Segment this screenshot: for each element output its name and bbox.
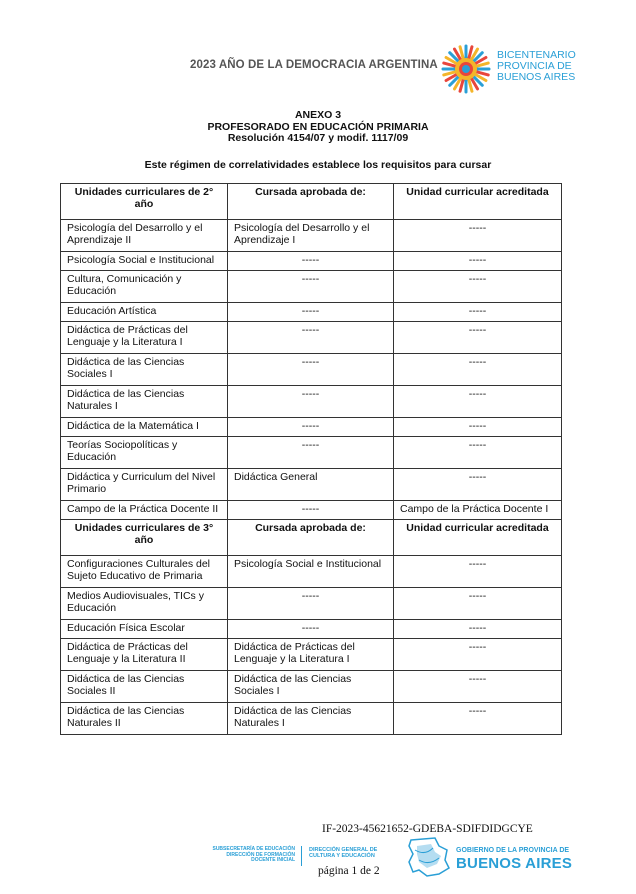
table-row [61, 501, 562, 520]
dir-line-1: DIRECCIÓN GENERAL DE [309, 847, 378, 853]
table-row [61, 252, 562, 271]
table-header-row-2nd-year [61, 184, 562, 220]
cursada-cell: ----- [228, 418, 394, 437]
document-titles [0, 110, 636, 145]
logo-line-3: BUENOS AIRES [497, 71, 576, 83]
unit-cell: Didáctica de las Ciencias Sociales II [61, 671, 228, 703]
cursada-cell: Psicología del Desarrollo y el Aprendizaje I [228, 220, 394, 252]
sub-line-2: DIRECCIÓN DE FORMACIÓN [226, 851, 295, 858]
acreditada-cell: ----- [394, 620, 562, 639]
acreditada-cell: ----- [394, 386, 562, 418]
cursada-cell: ----- [228, 620, 394, 639]
table-row [61, 386, 562, 418]
table-row [61, 556, 562, 588]
unit-cell: Didáctica de la Matemática I [61, 418, 228, 437]
cursada-cell: Psicología Social e Institucional [228, 556, 394, 588]
header-year-text: 2023 AÑO DE LA DEMOCRACIA ARGENTINA [190, 59, 438, 71]
acreditada-cell: ----- [394, 671, 562, 703]
header-acreditada-3rd-year: Unidad curricular acreditada [394, 520, 562, 556]
sub-line-1: SUBSECRETARÍA DE EDUCACIÓN [212, 846, 295, 852]
table-row [61, 620, 562, 639]
table-row [61, 354, 562, 386]
logo-line-1: BICENTENARIO [497, 49, 576, 61]
acreditada-cell: ----- [394, 703, 562, 735]
bicentenario-sun-icon [441, 44, 491, 94]
acreditada-cell: ----- [394, 437, 562, 469]
acreditada-cell: ----- [394, 639, 562, 671]
table-row [61, 469, 562, 501]
unit-cell: Medios Audiovisuales, TICs y Educación [61, 588, 228, 620]
page-number: página 1 de 2 [318, 865, 380, 877]
unit-cell: Educación Física Escolar [61, 620, 228, 639]
cursada-cell: ----- [228, 386, 394, 418]
program-title: PROFESORADO EN EDUCACIÓN PRIMARIA [207, 120, 429, 133]
acreditada-cell: Campo de la Práctica Docente I [394, 501, 562, 520]
unit-cell: Didáctica de Prácticas del Lenguaje y la Literatura I [61, 322, 228, 354]
province-map-icon [405, 836, 451, 878]
unit-cell: Psicología Social e Institucional [61, 252, 228, 271]
correlatividades-table [60, 183, 562, 735]
acreditada-cell: ----- [394, 322, 562, 354]
footer-separator [301, 846, 302, 866]
unit-cell: Didáctica de Prácticas del Lenguaje y la Literatura II [61, 639, 228, 671]
header-units-3rd-year: Unidades curriculares de 3° año [61, 520, 228, 556]
unit-cell: Psicología del Desarrollo y el Aprendizaje II [61, 220, 228, 252]
table-row [61, 418, 562, 437]
cursada-cell: ----- [228, 437, 394, 469]
acreditada-cell: ----- [394, 252, 562, 271]
acreditada-cell: ----- [394, 303, 562, 322]
unit-cell: Educación Artística [61, 303, 228, 322]
table-row [61, 703, 562, 735]
bicentenario-logo-text [497, 50, 576, 83]
unit-cell: Campo de la Práctica Docente II [61, 501, 228, 520]
buenos-aires-text: BUENOS AIRES [456, 855, 573, 872]
acreditada-cell: ----- [394, 556, 562, 588]
unit-cell: Didáctica de las Ciencias Naturales I [61, 386, 228, 418]
document-id: IF-2023-45621652-GDEBA-SDIFDIDGCYE [322, 823, 533, 835]
table-header-row-3rd-year [61, 520, 562, 556]
unit-cell: Didáctica de las Ciencias Sociales I [61, 354, 228, 386]
header-units-2nd-year: Unidades curriculares de 2° año [61, 184, 228, 220]
cursada-cell: ----- [228, 354, 394, 386]
resolution-title: Resolución 4154/07 y modif. 1117/09 [227, 132, 409, 144]
cursada-cell: ----- [228, 322, 394, 354]
table-row [61, 220, 562, 252]
dir-line-2: CULTURA Y EDUCACIÓN [309, 853, 375, 859]
intro-text: Este régimen de correlatividades establece los requisitos para cursar [144, 159, 492, 171]
sub-line-3: DOCENTE INICIAL [251, 857, 295, 863]
cursada-cell: ----- [228, 271, 394, 303]
acreditada-cell: ----- [394, 469, 562, 501]
table-row [61, 639, 562, 671]
cursada-cell: ----- [228, 588, 394, 620]
unit-cell: Teorías Sociopolíticas y Educación [61, 437, 228, 469]
header-cursada-2nd-year: Cursada aprobada de: [228, 184, 394, 220]
logo-line-2: PROVINCIA DE [497, 60, 572, 72]
acreditada-cell: ----- [394, 271, 562, 303]
acreditada-cell: ----- [394, 220, 562, 252]
gobierno-text: GOBIERNO DE LA PROVINCIA DE [456, 847, 570, 854]
cursada-cell: ----- [228, 252, 394, 271]
direccion-general-text [309, 847, 399, 859]
table-row [61, 271, 562, 303]
cursada-cell: Didáctica de las Ciencias Naturales I [228, 703, 394, 735]
unit-cell: Didáctica y Curriculum del Nivel Primario [61, 469, 228, 501]
annex-title: ANEXO 3 [294, 109, 342, 121]
table-row [61, 303, 562, 322]
acreditada-cell: ----- [394, 354, 562, 386]
table-row [61, 588, 562, 620]
header-acreditada-2nd-year: Unidad curricular acreditada [394, 184, 562, 220]
unit-cell: Didáctica de las Ciencias Naturales II [61, 703, 228, 735]
unit-cell: Cultura, Comunicación y Educación [61, 271, 228, 303]
cursada-cell: ----- [228, 303, 394, 322]
header-cursada-3rd-year: Cursada aprobada de: [228, 520, 394, 556]
acreditada-cell: ----- [394, 588, 562, 620]
table-row [61, 437, 562, 469]
table-row [61, 671, 562, 703]
unit-cell: Configuraciones Culturales del Sujeto Educativo de Primaria [61, 556, 228, 588]
cursada-cell: Didáctica de Prácticas del Lenguaje y la Literatura I [228, 639, 394, 671]
subsecretaria-text [205, 847, 295, 864]
cursada-cell: Didáctica General [228, 469, 394, 501]
cursada-cell: Didáctica de las Ciencias Sociales I [228, 671, 394, 703]
acreditada-cell: ----- [394, 418, 562, 437]
table-row [61, 322, 562, 354]
cursada-cell: ----- [228, 501, 394, 520]
